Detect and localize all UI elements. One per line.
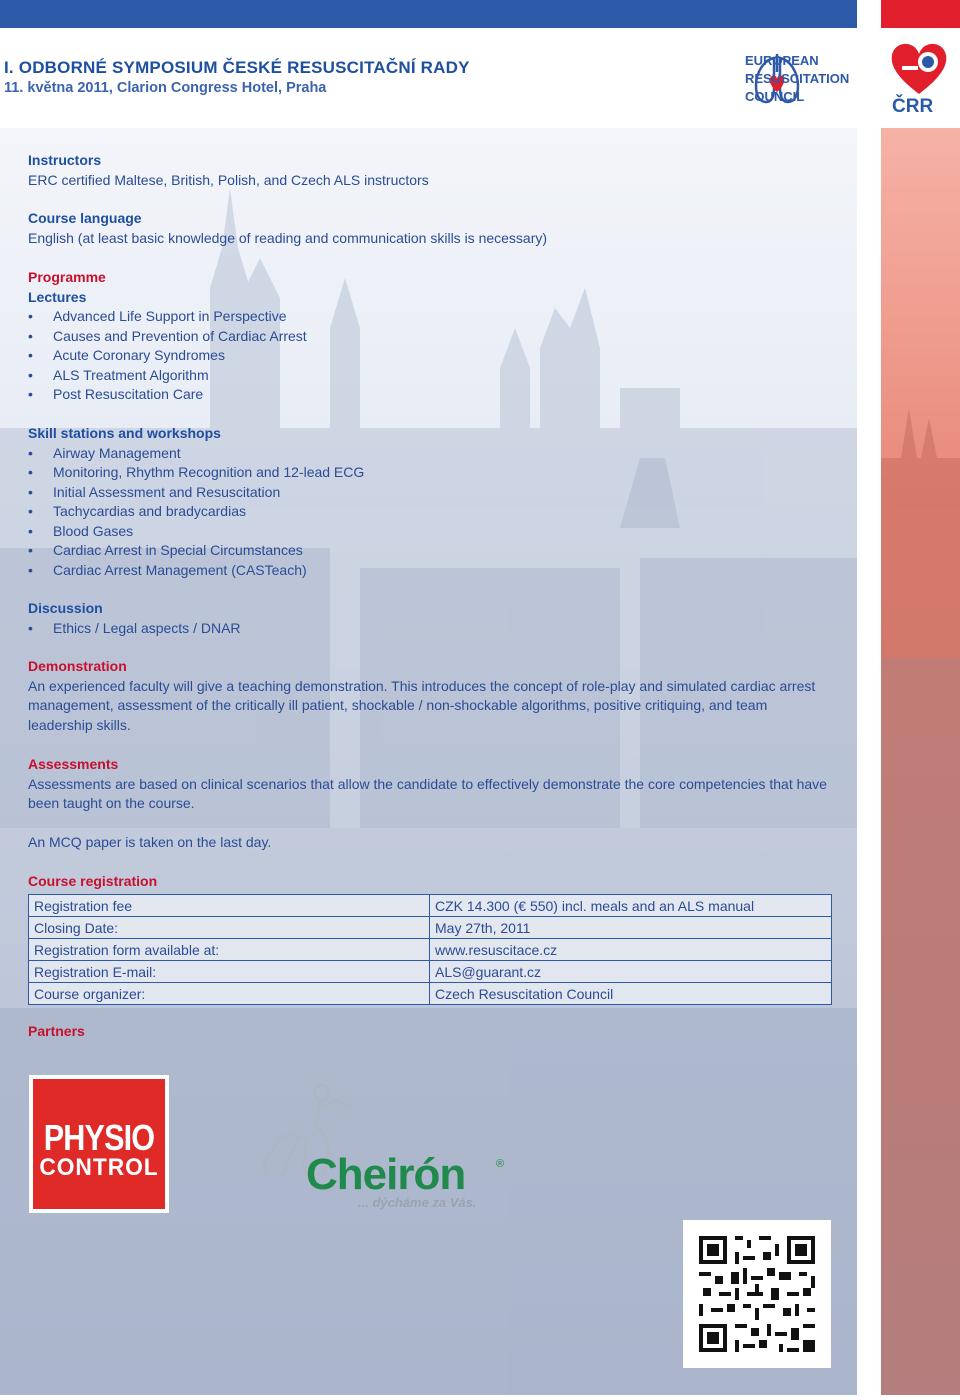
mcq-note	[28, 833, 271, 853]
list-item: • Acute Coronary Syndromes	[28, 346, 307, 366]
erc-line-2: RESUSCITATION	[745, 71, 850, 86]
instructors-heading: Instructors	[28, 152, 102, 168]
assessments-heading: Assessments	[28, 756, 119, 772]
right-photo-strip	[881, 128, 960, 1395]
instructors-text: ERC certified Maltese, British, Polish, and Czech ALS instructors	[28, 171, 429, 188]
assessments-text: Assessments are based on clinical scenarios that allow the candidate to effectively demonstrate the core competencies that have been taught on the course.	[28, 775, 827, 811]
skills-section	[28, 424, 364, 580]
list-item: • Monitoring, Rhythm Recognition and 12-lead ECG	[28, 463, 364, 483]
crr-logo-text: ČRR	[892, 96, 934, 117]
discussion-section	[28, 599, 241, 638]
cheiron-tagline: ... dýcháme za Vás.	[358, 1195, 477, 1210]
table-row	[29, 961, 832, 983]
list-item: • Post Resuscitation Care	[28, 385, 307, 405]
programme-heading: Programme	[28, 269, 106, 285]
discussion-list	[28, 619, 241, 639]
crr-logo	[888, 40, 950, 118]
demonstration-section	[28, 657, 818, 735]
list-item: • Tachycardias and bradycardias	[28, 502, 364, 522]
mcq-text: An MCQ paper is taken on the last day.	[28, 834, 272, 850]
list-item: • Advanced Life Support in Perspective	[28, 307, 307, 327]
lectures-heading: Lectures	[28, 288, 87, 305]
registration-label: Registration E-mail:	[29, 961, 430, 983]
skills-heading: Skill stations and workshops	[28, 425, 221, 441]
right-strip-illustration	[881, 128, 960, 1395]
physio-control-logo	[29, 1075, 169, 1213]
physio-logo-line-1: PHYSIO	[43, 1117, 155, 1158]
course-language-section	[28, 209, 547, 248]
table-row	[29, 939, 832, 961]
registration-label: Registration fee	[29, 895, 430, 917]
course-language-heading: Course language	[28, 210, 142, 226]
lectures-list	[28, 307, 307, 405]
registration-table	[28, 894, 832, 1005]
table-row	[29, 983, 832, 1005]
erc-line-3: COUNCIL	[745, 89, 805, 104]
list-item: • Cardiac Arrest in Special Circumstances	[28, 541, 364, 561]
page-subtitle: 11. května 2011, Clarion Congress Hotel, Praha	[4, 80, 327, 96]
list-item: • ALS Treatment Algorithm	[28, 366, 307, 386]
physio-control-badge	[33, 1079, 165, 1209]
list-item: • Airway Management	[28, 444, 364, 464]
skills-list	[28, 444, 364, 581]
list-item: • Initial Assessment and Resuscitation	[28, 483, 364, 503]
erc-logo-text	[745, 52, 849, 106]
top-color-bar	[0, 0, 857, 28]
assessments-section	[28, 755, 828, 814]
registration-label: Closing Date:	[29, 917, 430, 939]
partners-heading-wrap	[28, 1022, 85, 1042]
qr-code-pattern	[683, 1220, 831, 1368]
crr-heart-icon	[888, 40, 950, 96]
list-item: • Ethics / Legal aspects / DNAR	[28, 619, 241, 639]
demonstration-heading: Demonstration	[28, 658, 127, 674]
registration-value: Czech Resuscitation Council	[430, 983, 832, 1005]
registration-label: Course organizer:	[29, 983, 430, 1005]
registration-heading-wrap	[28, 872, 157, 892]
partners-heading: Partners	[28, 1023, 85, 1039]
registration-label: Registration form available at:	[29, 939, 430, 961]
qr-code-icon[interactable]	[683, 1220, 831, 1368]
list-item: • Blood Gases	[28, 522, 364, 542]
registration-heading: Course registration	[28, 873, 158, 889]
discussion-heading: Discussion	[28, 600, 103, 616]
registration-value: May 27th, 2011	[430, 917, 832, 939]
demonstration-text: An experienced faculty will give a teaching demonstration. This introduces the concept of role-play and simulated cardiac arrest management, assessment of the critically ill patient, shockable / non-shockable algorithms, positive critiquing, and team leadership skills.	[28, 677, 816, 733]
erc-line-1: EUROPEAN	[745, 53, 819, 68]
list-item: • Cardiac Arrest Management (CASTeach)	[28, 561, 364, 581]
registration-website-link[interactable]: www.resuscitace.cz	[430, 939, 832, 961]
page-title: I. ODBORNÉ SYMPOSIUM ČESKÉ RESUSCITAČNÍ RADY	[4, 58, 470, 77]
instructors-section	[28, 151, 429, 190]
registration-email-link[interactable]: ALS@guarant.cz	[430, 961, 832, 983]
red-corner-bar	[881, 0, 960, 28]
cheiron-registered-mark: ®	[496, 1158, 505, 1170]
list-item: • Causes and Prevention of Cardiac Arrest	[28, 327, 307, 347]
physio-logo-line-2: CONTROL	[39, 1154, 159, 1181]
table-row	[29, 895, 832, 917]
registration-value: CZK 14.300 (€ 550) incl. meals and an ALS manual	[430, 895, 832, 917]
programme-section	[28, 268, 307, 405]
course-language-text: English (at least basic knowledge of reading and communication skills is necessary)	[28, 229, 548, 246]
table-row	[29, 917, 832, 939]
cheiron-logo-name: Cheirón	[306, 1150, 466, 1199]
